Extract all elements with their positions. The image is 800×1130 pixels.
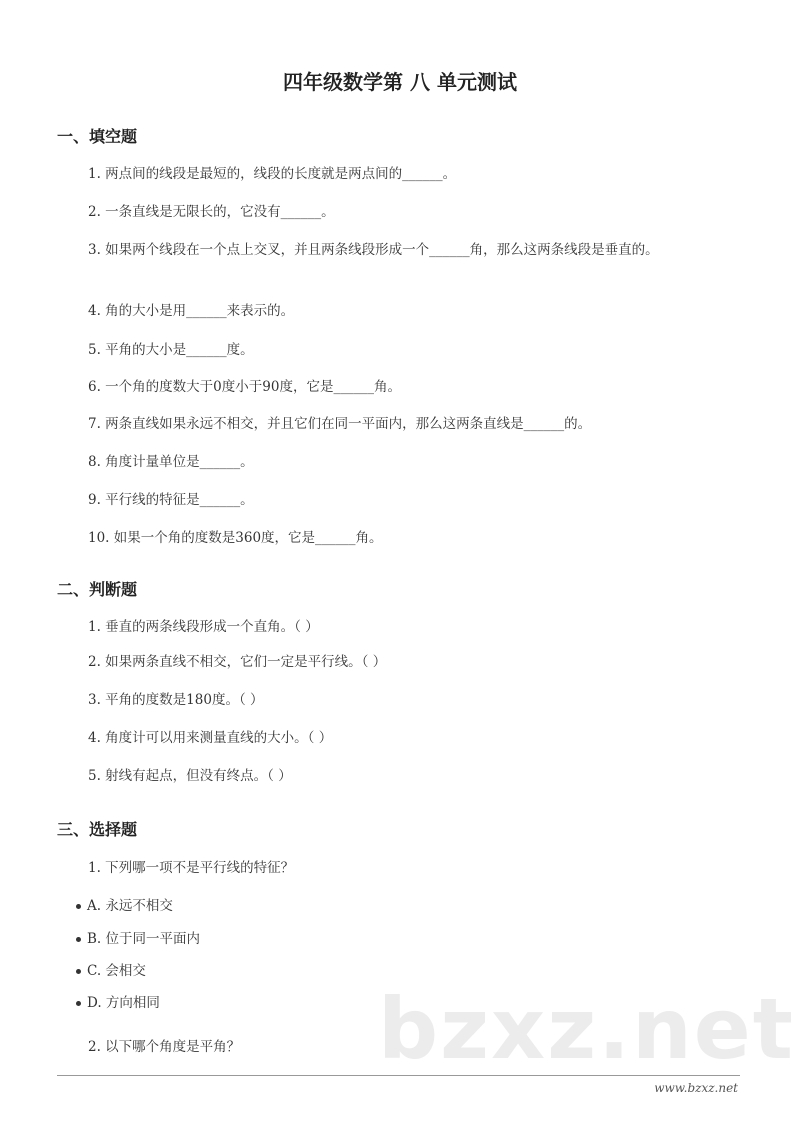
bullet-icon	[76, 937, 81, 942]
option-a	[76, 894, 173, 914]
footer-url: www.bzxz.net	[654, 1081, 738, 1095]
question: 3. 平角的度数是180度。（ ）	[88, 692, 264, 708]
section-heading-true-false: 二、判断题	[57, 580, 138, 599]
question: 4. 角的大小是用______来表示的。	[88, 303, 295, 319]
question: 1. 两点间的线段是最短的，线段的长度就是两点间的______。	[88, 166, 457, 182]
question: 8. 角度计量单位是______。	[88, 454, 254, 470]
question: 5. 平角的大小是______度。	[88, 342, 254, 358]
question: 6. 一个角的度数大于0度小于90度，它是______角。	[88, 379, 401, 395]
question: 2. 如果两条直线不相交，它们一定是平行线。（ ）	[88, 654, 387, 670]
section-heading-fill-in: 一、填空题	[57, 127, 138, 146]
page-title: 四年级数学第 八 单元测试	[283, 70, 517, 94]
question: 4. 角度计可以用来测量直线的大小。（ ）	[88, 730, 333, 746]
bullet-icon	[76, 969, 81, 974]
option-b	[76, 927, 200, 947]
option-d	[76, 991, 160, 1011]
watermark: bzxz.net	[378, 980, 795, 1078]
option-label: A. 永远不相交	[87, 898, 173, 914]
question: 5. 射线有起点，但没有终点。（ ）	[88, 768, 292, 784]
question: 1. 下列哪一项不是平行线的特征？	[88, 860, 295, 876]
section-heading-multiple-choice: 三、选择题	[57, 820, 138, 839]
bullet-icon	[76, 1001, 81, 1006]
option-label: B. 位于同一平面内	[87, 931, 201, 947]
option-c	[76, 959, 146, 979]
option-label: C. 会相交	[87, 963, 146, 979]
question: 10. 如果一个角的度数是360度，它是______角。	[88, 530, 383, 546]
question: 2. 一条直线是无限长的，它没有______。	[88, 204, 335, 220]
question: 9. 平行线的特征是______。	[88, 492, 254, 508]
footer-divider	[57, 1075, 740, 1076]
question: 7. 两条直线如果永远不相交，并且它们在同一平面内，那么这两条直线是______的。	[88, 416, 592, 432]
question: 1. 垂直的两条线段形成一个直角。（ ）	[88, 619, 319, 635]
question: 2. 以下哪个角度是平角？	[88, 1039, 241, 1055]
option-label: D. 方向相同	[87, 995, 160, 1011]
bullet-icon	[76, 904, 81, 909]
question: 3. 如果两个线段在一个点上交叉，并且两条线段形成一个______角，那么这两条线段是垂直的。	[88, 242, 659, 258]
